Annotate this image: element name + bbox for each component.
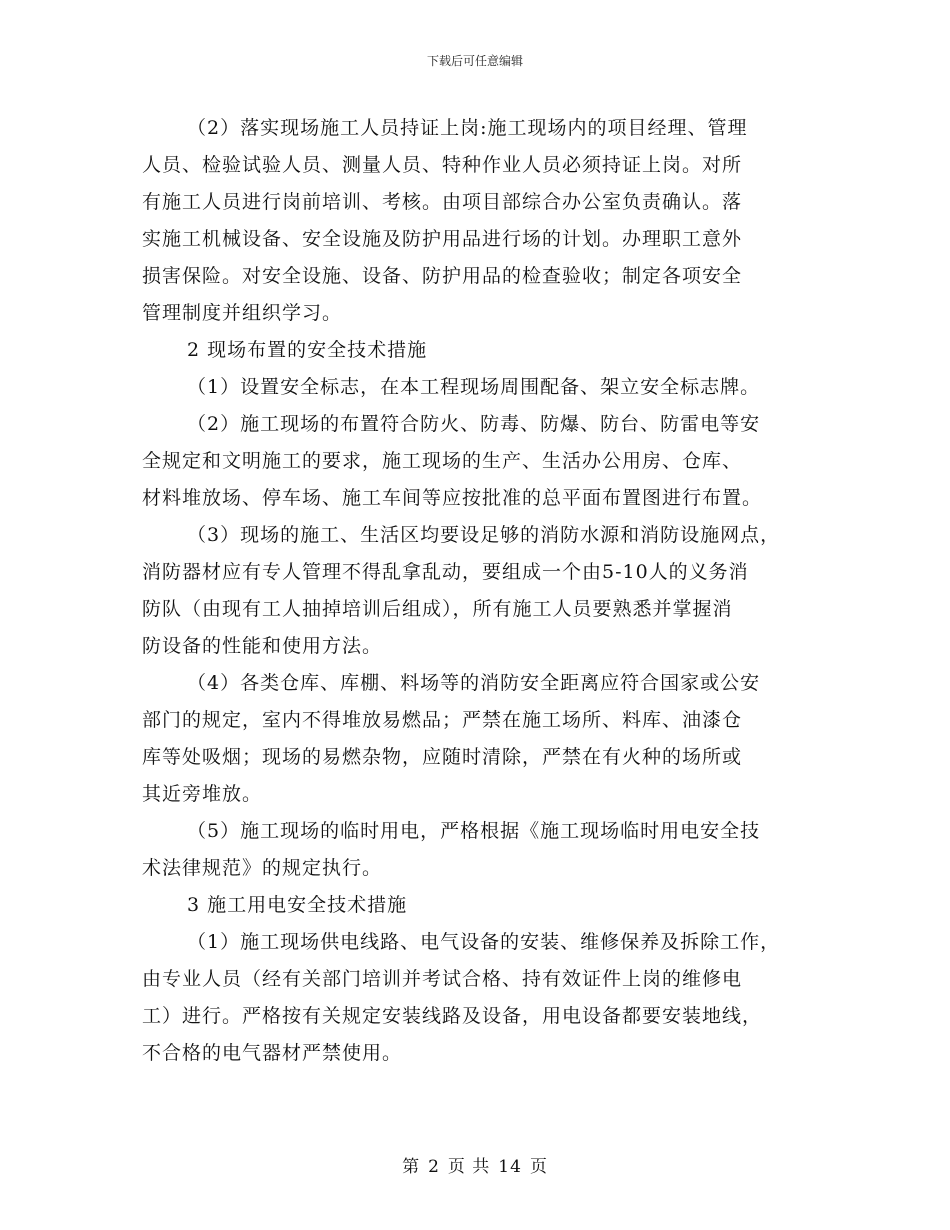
- paragraph-line: （5）施工现场的临时用电，严格根据《施工现场临时用电安全技: [187, 820, 761, 842]
- page-footer: [0, 1152, 950, 1177]
- footer-prefix: 第: [402, 1157, 421, 1177]
- paragraph-line: （4）各类仓库、库棚、料场等的消防安全距离应符合国家或公安: [187, 672, 761, 694]
- footer-middle: 页 共: [447, 1157, 491, 1177]
- paragraph-line: 全规定和文明施工的要求，施工现场的生产、生活办公用房、仓库、: [142, 450, 743, 472]
- paragraph-line: 实施工机械设备、安全设施及防护用品进行场的计划。办理职工意外: [142, 228, 743, 250]
- paragraph-line: 管理制度并组织学习。: [142, 302, 343, 324]
- page-header: 下载后可任意编辑: [426, 54, 523, 68]
- section-heading: 2 现场布置的安全技术措施: [187, 339, 428, 361]
- paragraph-line: （2）落实现场施工人员持证上岗:施工现场内的项目经理、管理: [187, 117, 748, 139]
- paragraph-line: （1）设置安全标志，在本工程现场周围配备、架立安全标志牌。: [187, 376, 761, 398]
- paragraph-line: 材料堆放场、停车场、施工车间等应按批准的总平面布置图进行布置。: [142, 487, 763, 509]
- paragraph-line: 术法律规范》的规定执行。: [142, 857, 383, 879]
- paragraph-line: 人员、检验试验人员、测量人员、特种作业人员必须持证上岗。对所: [142, 154, 743, 176]
- paragraph-line: 库等处吸烟；现场的易燃杂物，应随时清除，严禁在有火种的场所或: [142, 746, 743, 768]
- paragraph-line: 工）进行。严格按有关规定安装线路及设备，用电设备都要安装地线，: [142, 1005, 763, 1027]
- paragraph-line: 部门的规定，室内不得堆放易燃品；严禁在施工场所、料库、油漆仓: [142, 709, 743, 731]
- document-body: [142, 110, 812, 1072]
- paragraph-line: 防队（由现有工人抽掉培训后组成），所有施工人员要熟悉并掌握消: [142, 598, 733, 620]
- section-heading: 3 施工用电安全技术措施: [187, 894, 408, 916]
- paragraph-line: （3）现场的施工、生活区均要设足够的消防水源和消防设施网点，: [187, 524, 781, 546]
- paragraph-line: 不合格的电气器材严禁使用。: [142, 1042, 403, 1064]
- paragraph-line: 有施工人员进行岗前培训、考核。由项目部综合办公室负责确认。落: [142, 191, 743, 213]
- paragraph-line: 由专业人员（经有关部门培训并考试合格、持有效证件上岗的维修电: [142, 968, 743, 990]
- page-total: 14: [498, 1157, 522, 1177]
- paragraph-line: （2）施工现场的布置符合防火、防毒、防爆、防台、防雷电等安: [187, 413, 761, 435]
- paragraph-line: 其近旁堆放。: [142, 783, 263, 805]
- paragraph-line: 损害保险。对安全设施、设备、防护用品的检查验收；制定各项安全: [142, 265, 743, 287]
- paragraph-line: 消防器材应有专人管理不得乱拿乱动，要组成一个由5-10人的义务消: [142, 561, 749, 583]
- paragraph-line: 防设备的性能和使用方法。: [142, 635, 383, 657]
- page-number: 2: [428, 1157, 440, 1177]
- footer-suffix: 页: [529, 1157, 548, 1177]
- paragraph-line: （1）施工现场供电线路、电气设备的安装、维修保养及拆除工作，: [187, 931, 781, 953]
